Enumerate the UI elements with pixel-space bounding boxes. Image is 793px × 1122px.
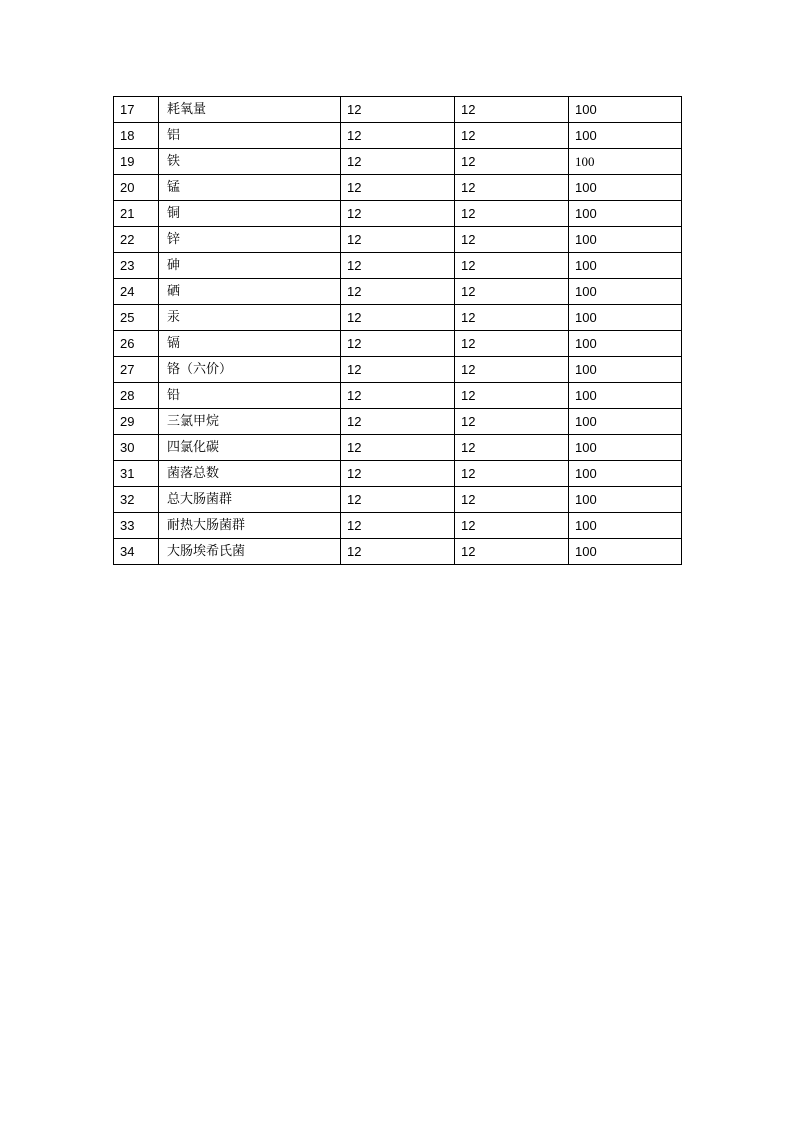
- rate-cell: 100: [569, 331, 682, 357]
- table-row: [114, 253, 682, 279]
- row-number: 31: [114, 461, 159, 487]
- value-cell: 12: [455, 513, 569, 539]
- value-cell: 12: [341, 435, 455, 461]
- table-row: [114, 175, 682, 201]
- rate-cell: 100: [569, 227, 682, 253]
- item-name: 耐热大肠菌群: [159, 513, 341, 539]
- value-cell: 12: [455, 435, 569, 461]
- value-cell: 12: [341, 357, 455, 383]
- rate-cell: 100: [569, 409, 682, 435]
- rate-cell: 100: [569, 149, 682, 175]
- rate-cell: 100: [569, 279, 682, 305]
- rate-cell: 100: [569, 487, 682, 513]
- table-row: [114, 201, 682, 227]
- item-name: 铬（六价）: [159, 357, 341, 383]
- item-name: 砷: [159, 253, 341, 279]
- row-number: 25: [114, 305, 159, 331]
- row-number: 29: [114, 409, 159, 435]
- row-number: 26: [114, 331, 159, 357]
- row-number: 17: [114, 97, 159, 123]
- rate-cell: 100: [569, 175, 682, 201]
- rate-cell: 100: [569, 123, 682, 149]
- table-row: [114, 123, 682, 149]
- row-number: 27: [114, 357, 159, 383]
- value-cell: 12: [455, 201, 569, 227]
- item-name: 耗氧量: [159, 97, 341, 123]
- item-name: 锰: [159, 175, 341, 201]
- value-cell: 12: [341, 279, 455, 305]
- value-cell: 12: [341, 383, 455, 409]
- value-cell: 12: [455, 331, 569, 357]
- value-cell: 12: [455, 175, 569, 201]
- value-cell: 12: [341, 123, 455, 149]
- value-cell: 12: [455, 149, 569, 175]
- item-name: 大肠埃希氏菌: [159, 539, 341, 565]
- table-row: [114, 227, 682, 253]
- value-cell: 12: [341, 305, 455, 331]
- rate-cell: 100: [569, 201, 682, 227]
- table-row: [114, 279, 682, 305]
- value-cell: 12: [341, 201, 455, 227]
- item-name: 菌落总数: [159, 461, 341, 487]
- value-cell: 12: [455, 539, 569, 565]
- item-name: 铅: [159, 383, 341, 409]
- row-number: 33: [114, 513, 159, 539]
- rate-cell: 100: [569, 513, 682, 539]
- table-row: [114, 435, 682, 461]
- row-number: 30: [114, 435, 159, 461]
- value-cell: 12: [341, 513, 455, 539]
- value-cell: 12: [455, 409, 569, 435]
- item-name: 铁: [159, 149, 341, 175]
- row-number: 32: [114, 487, 159, 513]
- table-row: [114, 383, 682, 409]
- rate-cell: 100: [569, 383, 682, 409]
- value-cell: 12: [455, 97, 569, 123]
- value-cell: 12: [455, 357, 569, 383]
- value-cell: 12: [341, 149, 455, 175]
- table-row: [114, 409, 682, 435]
- table-row: [114, 149, 682, 175]
- rate-cell: 100: [569, 253, 682, 279]
- value-cell: 12: [341, 175, 455, 201]
- value-cell: 12: [455, 383, 569, 409]
- row-number: 19: [114, 149, 159, 175]
- item-name: 硒: [159, 279, 341, 305]
- item-name: 四氯化碳: [159, 435, 341, 461]
- item-name: 锌: [159, 227, 341, 253]
- table-row: [114, 331, 682, 357]
- table-row: [114, 357, 682, 383]
- item-name: 总大肠菌群: [159, 487, 341, 513]
- row-number: 23: [114, 253, 159, 279]
- value-cell: 12: [455, 227, 569, 253]
- item-name: 铝: [159, 123, 341, 149]
- table-row: [114, 539, 682, 565]
- value-cell: 12: [341, 331, 455, 357]
- value-cell: 12: [455, 123, 569, 149]
- value-cell: 12: [341, 253, 455, 279]
- value-cell: 12: [455, 253, 569, 279]
- value-cell: 12: [341, 97, 455, 123]
- rate-cell: 100: [569, 305, 682, 331]
- rate-cell: 100: [569, 539, 682, 565]
- item-name: 铜: [159, 201, 341, 227]
- table-row: [114, 487, 682, 513]
- rate-cell: 100: [569, 357, 682, 383]
- value-cell: 12: [341, 461, 455, 487]
- value-cell: 12: [455, 461, 569, 487]
- value-cell: 12: [455, 305, 569, 331]
- rate-cell: 100: [569, 97, 682, 123]
- table-row: [114, 513, 682, 539]
- row-number: 34: [114, 539, 159, 565]
- value-cell: 12: [341, 227, 455, 253]
- row-number: 18: [114, 123, 159, 149]
- item-name: 镉: [159, 331, 341, 357]
- row-number: 22: [114, 227, 159, 253]
- row-number: 20: [114, 175, 159, 201]
- row-number: 21: [114, 201, 159, 227]
- value-cell: 12: [455, 487, 569, 513]
- item-name: 三氯甲烷: [159, 409, 341, 435]
- table-row: [114, 305, 682, 331]
- value-cell: 12: [341, 409, 455, 435]
- table-row: [114, 97, 682, 123]
- rate-cell: 100: [569, 435, 682, 461]
- row-number: 24: [114, 279, 159, 305]
- value-cell: 12: [341, 487, 455, 513]
- value-cell: 12: [341, 539, 455, 565]
- table-row: [114, 461, 682, 487]
- rate-cell: 100: [569, 461, 682, 487]
- results-table: [113, 96, 682, 565]
- value-cell: 12: [455, 279, 569, 305]
- row-number: 28: [114, 383, 159, 409]
- item-name: 汞: [159, 305, 341, 331]
